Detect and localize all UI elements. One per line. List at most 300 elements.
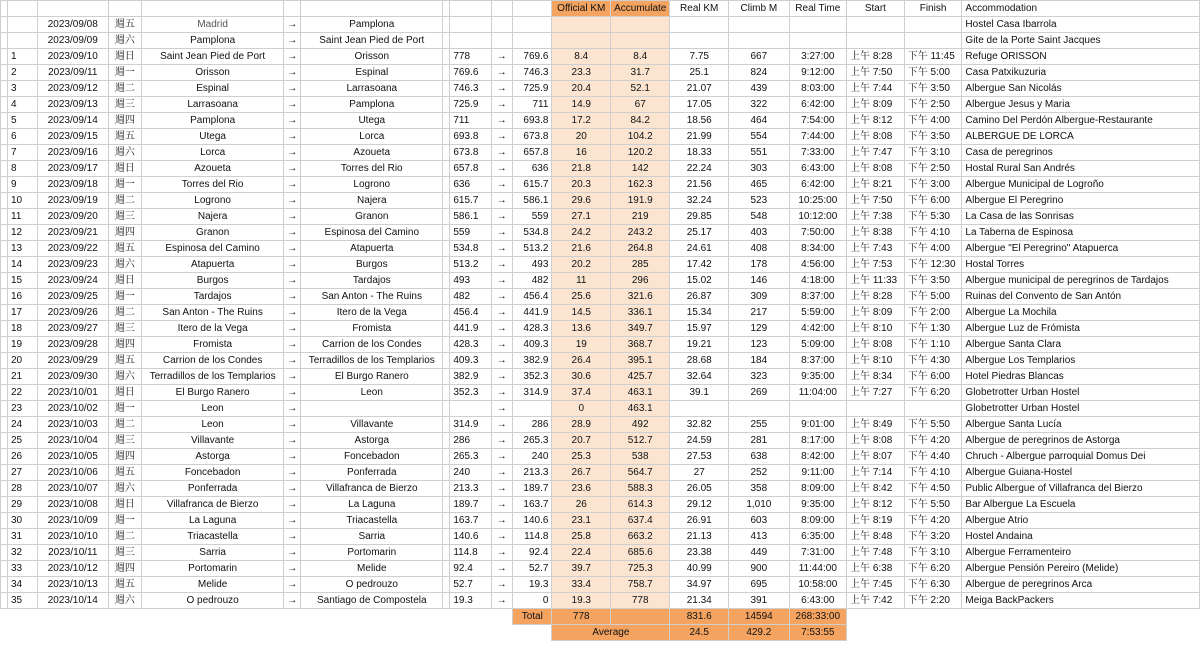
- real-km-cell[interactable]: [670, 33, 729, 49]
- km-to-cell[interactable]: 19.3: [513, 577, 552, 593]
- row-number[interactable]: 13: [8, 241, 38, 257]
- from-cell[interactable]: Madrid: [142, 17, 284, 33]
- from-cell[interactable]: Orisson: [142, 65, 284, 81]
- start-cell[interactable]: 上午 8:49: [847, 417, 905, 433]
- arrow-icon[interactable]: →: [491, 305, 513, 321]
- finish-cell[interactable]: 下午 3:00: [904, 177, 962, 193]
- row-number[interactable]: 28: [8, 481, 38, 497]
- real-time-cell[interactable]: 7:31:00: [789, 545, 846, 561]
- accumulate-cell[interactable]: 685.6: [611, 545, 670, 561]
- arrow-icon[interactable]: →: [491, 113, 513, 129]
- weekday-cell[interactable]: 週四: [108, 225, 141, 241]
- finish-cell[interactable]: [904, 33, 962, 49]
- km-from-cell[interactable]: 114.8: [450, 545, 491, 561]
- to-cell[interactable]: Najera: [301, 193, 443, 209]
- to-cell[interactable]: Foncebadon: [301, 449, 443, 465]
- climb-cell[interactable]: 252: [729, 465, 789, 481]
- climb-cell[interactable]: [729, 17, 789, 33]
- finish-cell[interactable]: 下午 6:00: [904, 193, 962, 209]
- row-number[interactable]: [8, 33, 38, 49]
- accommodation-cell[interactable]: Albergue Atrio: [962, 513, 1200, 529]
- real-km-cell[interactable]: 15.02: [670, 273, 729, 289]
- accommodation-cell[interactable]: Albergue Municipal de Logroño: [962, 177, 1200, 193]
- real-time-cell[interactable]: 9:12:00: [789, 65, 846, 81]
- arrow-icon[interactable]: →: [284, 513, 301, 529]
- accommodation-cell[interactable]: Albergue Guiana-Hostel: [962, 465, 1200, 481]
- finish-cell[interactable]: 下午 4:10: [904, 465, 962, 481]
- real-km-cell[interactable]: 15.97: [670, 321, 729, 337]
- arrow-icon[interactable]: →: [491, 257, 513, 273]
- accommodation-cell[interactable]: Albergue San Nicolás: [962, 81, 1200, 97]
- accommodation-cell[interactable]: Albergue de peregrinos Arca: [962, 577, 1200, 593]
- row-number[interactable]: 30: [8, 513, 38, 529]
- finish-cell[interactable]: 下午 6:30: [904, 577, 962, 593]
- real-km-cell[interactable]: 32.24: [670, 193, 729, 209]
- arrow-icon[interactable]: →: [491, 193, 513, 209]
- finish-cell[interactable]: 下午 3:50: [904, 273, 962, 289]
- accommodation-cell[interactable]: Camino Del Perdón Albergue-Restaurante: [962, 113, 1200, 129]
- arrow-icon[interactable]: →: [491, 321, 513, 337]
- to-cell[interactable]: Lorca: [301, 129, 443, 145]
- real-time-cell[interactable]: 6:42:00: [789, 97, 846, 113]
- arrow-icon[interactable]: →: [491, 561, 513, 577]
- from-cell[interactable]: La Laguna: [142, 513, 284, 529]
- real-time-cell[interactable]: 9:11:00: [789, 465, 846, 481]
- real-km-cell[interactable]: 19.21: [670, 337, 729, 353]
- km-from-cell[interactable]: 693.8: [450, 129, 491, 145]
- official-km-cell[interactable]: 20.2: [552, 257, 611, 273]
- weekday-cell[interactable]: 週日: [108, 497, 141, 513]
- arrow-icon[interactable]: →: [491, 353, 513, 369]
- arrow-icon[interactable]: →: [491, 593, 513, 609]
- row-number[interactable]: 7: [8, 145, 38, 161]
- km-to-cell[interactable]: 0: [513, 593, 552, 609]
- climb-cell[interactable]: 695: [729, 577, 789, 593]
- official-km-cell[interactable]: 21.8: [552, 161, 611, 177]
- accommodation-cell[interactable]: Albergue de peregrinos de Astorga: [962, 433, 1200, 449]
- date-cell[interactable]: 2023/10/08: [37, 497, 108, 513]
- km-from-cell[interactable]: [450, 17, 491, 33]
- real-time-cell[interactable]: 8:09:00: [789, 481, 846, 497]
- km-to-cell[interactable]: 725.9: [513, 81, 552, 97]
- start-cell[interactable]: 上午 8:10: [847, 353, 905, 369]
- arrow-icon[interactable]: →: [284, 257, 301, 273]
- arrow-icon[interactable]: →: [491, 129, 513, 145]
- arrow-icon[interactable]: →: [284, 529, 301, 545]
- from-cell[interactable]: Melide: [142, 577, 284, 593]
- km-from-cell[interactable]: 513.2: [450, 257, 491, 273]
- km-from-cell[interactable]: 189.7: [450, 497, 491, 513]
- date-cell[interactable]: 2023/09/27: [37, 321, 108, 337]
- total-real-time[interactable]: 268:33:00: [789, 609, 846, 625]
- date-cell[interactable]: 2023/09/30: [37, 369, 108, 385]
- date-cell[interactable]: 2023/09/16: [37, 145, 108, 161]
- accumulate-cell[interactable]: 243.2: [611, 225, 670, 241]
- finish-cell[interactable]: 下午 11:45: [904, 49, 962, 65]
- arrow-icon[interactable]: →: [284, 545, 301, 561]
- header-official-km[interactable]: Official KM: [552, 1, 611, 17]
- to-cell[interactable]: La Laguna: [301, 497, 443, 513]
- from-cell[interactable]: Espinal: [142, 81, 284, 97]
- date-cell[interactable]: 2023/10/09: [37, 513, 108, 529]
- to-cell[interactable]: Itero de la Vega: [301, 305, 443, 321]
- km-to-cell[interactable]: 615.7: [513, 177, 552, 193]
- row-number[interactable]: 17: [8, 305, 38, 321]
- climb-cell[interactable]: 146: [729, 273, 789, 289]
- accommodation-cell[interactable]: Ruinas del Convento de San Antón: [962, 289, 1200, 305]
- accommodation-cell[interactable]: Hostel Casa Ibarrola: [962, 17, 1200, 33]
- accommodation-cell[interactable]: Meiga BackPackers: [962, 593, 1200, 609]
- km-from-cell[interactable]: 778: [450, 49, 491, 65]
- accommodation-cell[interactable]: ALBERGUE DE LORCA: [962, 129, 1200, 145]
- accumulate-cell[interactable]: 758.7: [611, 577, 670, 593]
- date-cell[interactable]: 2023/10/12: [37, 561, 108, 577]
- climb-cell[interactable]: [729, 401, 789, 417]
- date-cell[interactable]: 2023/09/18: [37, 177, 108, 193]
- accumulate-cell[interactable]: 84.2: [611, 113, 670, 129]
- km-to-cell[interactable]: 382.9: [513, 353, 552, 369]
- km-to-cell[interactable]: 693.8: [513, 113, 552, 129]
- to-cell[interactable]: Santiago de Compostela: [301, 593, 443, 609]
- climb-cell[interactable]: 548: [729, 209, 789, 225]
- row-number[interactable]: [8, 17, 38, 33]
- date-cell[interactable]: 2023/10/13: [37, 577, 108, 593]
- weekday-cell[interactable]: 週一: [108, 513, 141, 529]
- weekday-cell[interactable]: 週四: [108, 113, 141, 129]
- date-cell[interactable]: 2023/10/06: [37, 465, 108, 481]
- km-to-cell[interactable]: 559: [513, 209, 552, 225]
- real-km-cell[interactable]: 25.17: [670, 225, 729, 241]
- real-km-cell[interactable]: 7.75: [670, 49, 729, 65]
- accumulate-cell[interactable]: 492: [611, 417, 670, 433]
- date-cell[interactable]: 2023/10/11: [37, 545, 108, 561]
- row-number[interactable]: 11: [8, 209, 38, 225]
- km-from-cell[interactable]: 746.3: [450, 81, 491, 97]
- start-cell[interactable]: 上午 8:08: [847, 433, 905, 449]
- km-from-cell[interactable]: 286: [450, 433, 491, 449]
- arrow-icon[interactable]: →: [284, 273, 301, 289]
- finish-cell[interactable]: 下午 2:20: [904, 593, 962, 609]
- accommodation-cell[interactable]: Globetrotter Urban Hostel: [962, 385, 1200, 401]
- real-km-cell[interactable]: 26.05: [670, 481, 729, 497]
- accumulate-cell[interactable]: 67: [611, 97, 670, 113]
- real-km-cell[interactable]: 15.34: [670, 305, 729, 321]
- accumulate-cell[interactable]: 725.3: [611, 561, 670, 577]
- official-km-cell[interactable]: 23.1: [552, 513, 611, 529]
- row-number[interactable]: 23: [8, 401, 38, 417]
- to-cell[interactable]: San Anton - The Ruins: [301, 289, 443, 305]
- real-time-cell[interactable]: 8:09:00: [789, 513, 846, 529]
- accommodation-cell[interactable]: Albergue Los Templarios: [962, 353, 1200, 369]
- start-cell[interactable]: 上午 8:08: [847, 129, 905, 145]
- from-cell[interactable]: Espinosa del Camino: [142, 241, 284, 257]
- row-number[interactable]: 1: [8, 49, 38, 65]
- km-from-cell[interactable]: 711: [450, 113, 491, 129]
- official-km-cell[interactable]: 19: [552, 337, 611, 353]
- km-to-cell[interactable]: 92.4: [513, 545, 552, 561]
- arrow-icon[interactable]: →: [491, 81, 513, 97]
- finish-cell[interactable]: 下午 6:20: [904, 561, 962, 577]
- accumulate-cell[interactable]: 142: [611, 161, 670, 177]
- arrow-icon[interactable]: →: [491, 273, 513, 289]
- weekday-cell[interactable]: 週六: [108, 481, 141, 497]
- arrow-icon[interactable]: →: [284, 593, 301, 609]
- real-km-cell[interactable]: 21.13: [670, 529, 729, 545]
- km-from-cell[interactable]: 534.8: [450, 241, 491, 257]
- real-time-cell[interactable]: 9:35:00: [789, 369, 846, 385]
- arrow-icon[interactable]: →: [491, 49, 513, 65]
- row-number[interactable]: 15: [8, 273, 38, 289]
- start-cell[interactable]: 上午 7:27: [847, 385, 905, 401]
- arrow-icon[interactable]: →: [284, 353, 301, 369]
- from-cell[interactable]: San Anton - The Ruins: [142, 305, 284, 321]
- official-km-cell[interactable]: 22.4: [552, 545, 611, 561]
- km-from-cell[interactable]: 586.1: [450, 209, 491, 225]
- official-km-cell[interactable]: 19.3: [552, 593, 611, 609]
- weekday-cell[interactable]: 週日: [108, 385, 141, 401]
- real-time-cell[interactable]: 5:59:00: [789, 305, 846, 321]
- from-cell[interactable]: Carrion de los Condes: [142, 353, 284, 369]
- date-cell[interactable]: 2023/09/09: [37, 33, 108, 49]
- weekday-cell[interactable]: 週一: [108, 177, 141, 193]
- arrow-icon[interactable]: →: [491, 465, 513, 481]
- climb-cell[interactable]: 129: [729, 321, 789, 337]
- real-time-cell[interactable]: 7:33:00: [789, 145, 846, 161]
- start-cell[interactable]: 上午 7:44: [847, 81, 905, 97]
- real-time-cell[interactable]: 9:01:00: [789, 417, 846, 433]
- accumulate-cell[interactable]: 538: [611, 449, 670, 465]
- finish-cell[interactable]: 下午 4:30: [904, 353, 962, 369]
- row-number[interactable]: 9: [8, 177, 38, 193]
- km-from-cell[interactable]: 456.4: [450, 305, 491, 321]
- real-km-cell[interactable]: 21.34: [670, 593, 729, 609]
- accommodation-cell[interactable]: Hostal Rural San Andrés: [962, 161, 1200, 177]
- row-number[interactable]: 33: [8, 561, 38, 577]
- accommodation-cell[interactable]: Casa Patxikuzuria: [962, 65, 1200, 81]
- arrow-icon[interactable]: →: [491, 433, 513, 449]
- finish-cell[interactable]: 下午 4:10: [904, 225, 962, 241]
- to-cell[interactable]: Torres del Rio: [301, 161, 443, 177]
- real-time-cell[interactable]: 7:50:00: [789, 225, 846, 241]
- km-from-cell[interactable]: 725.9: [450, 97, 491, 113]
- row-number[interactable]: 12: [8, 225, 38, 241]
- km-to-cell[interactable]: 441.9: [513, 305, 552, 321]
- accumulate-cell[interactable]: 162.3: [611, 177, 670, 193]
- real-km-cell[interactable]: 18.33: [670, 145, 729, 161]
- accommodation-cell[interactable]: La Taberna de Espinosa: [962, 225, 1200, 241]
- official-km-cell[interactable]: [552, 17, 611, 33]
- climb-cell[interactable]: 465: [729, 177, 789, 193]
- km-to-cell[interactable]: 586.1: [513, 193, 552, 209]
- real-km-cell[interactable]: 29.12: [670, 497, 729, 513]
- date-cell[interactable]: 2023/09/24: [37, 273, 108, 289]
- real-time-cell[interactable]: 10:12:00: [789, 209, 846, 225]
- accumulate-cell[interactable]: 120.2: [611, 145, 670, 161]
- km-to-cell[interactable]: 52.7: [513, 561, 552, 577]
- weekday-cell[interactable]: 週四: [108, 561, 141, 577]
- km-to-cell[interactable]: 482: [513, 273, 552, 289]
- header-finish[interactable]: Finish: [904, 1, 962, 17]
- total-official-km[interactable]: 778: [552, 609, 611, 625]
- km-from-cell[interactable]: 482: [450, 289, 491, 305]
- row-number[interactable]: 27: [8, 465, 38, 481]
- arrow-icon[interactable]: →: [284, 465, 301, 481]
- real-km-cell[interactable]: 40.99: [670, 561, 729, 577]
- from-cell[interactable]: Leon: [142, 401, 284, 417]
- accumulate-cell[interactable]: 336.1: [611, 305, 670, 321]
- arrow-icon[interactable]: →: [491, 369, 513, 385]
- official-km-cell[interactable]: 26.7: [552, 465, 611, 481]
- km-to-cell[interactable]: 456.4: [513, 289, 552, 305]
- weekday-cell[interactable]: 週日: [108, 161, 141, 177]
- to-cell[interactable]: Espinal: [301, 65, 443, 81]
- start-cell[interactable]: 上午 8:28: [847, 49, 905, 65]
- finish-cell[interactable]: 下午 2:50: [904, 97, 962, 113]
- weekday-cell[interactable]: 週六: [108, 593, 141, 609]
- arrow-icon[interactable]: →: [491, 417, 513, 433]
- from-cell[interactable]: Ponferrada: [142, 481, 284, 497]
- to-cell[interactable]: Melide: [301, 561, 443, 577]
- arrow-icon[interactable]: →: [491, 161, 513, 177]
- official-km-cell[interactable]: 26: [552, 497, 611, 513]
- real-time-cell[interactable]: 7:44:00: [789, 129, 846, 145]
- accommodation-cell[interactable]: Albergue La Mochila: [962, 305, 1200, 321]
- official-km-cell[interactable]: 26.4: [552, 353, 611, 369]
- km-from-cell[interactable]: 213.3: [450, 481, 491, 497]
- weekday-cell[interactable]: 週二: [108, 193, 141, 209]
- real-km-cell[interactable]: 25.1: [670, 65, 729, 81]
- finish-cell[interactable]: 下午 2:50: [904, 161, 962, 177]
- official-km-cell[interactable]: 11: [552, 273, 611, 289]
- real-km-cell[interactable]: 39.1: [670, 385, 729, 401]
- climb-cell[interactable]: 408: [729, 241, 789, 257]
- official-km-cell[interactable]: 14.9: [552, 97, 611, 113]
- arrow-icon[interactable]: →: [284, 577, 301, 593]
- accommodation-cell[interactable]: Albergue Ferramenteiro: [962, 545, 1200, 561]
- date-cell[interactable]: 2023/09/26: [37, 305, 108, 321]
- finish-cell[interactable]: 下午 5:50: [904, 417, 962, 433]
- arrow-icon[interactable]: →: [284, 417, 301, 433]
- official-km-cell[interactable]: 37.4: [552, 385, 611, 401]
- real-km-cell[interactable]: 23.38: [670, 545, 729, 561]
- date-cell[interactable]: 2023/10/14: [37, 593, 108, 609]
- date-cell[interactable]: 2023/09/29: [37, 353, 108, 369]
- real-km-cell[interactable]: 24.61: [670, 241, 729, 257]
- date-cell[interactable]: 2023/09/08: [37, 17, 108, 33]
- arrow-icon[interactable]: [491, 17, 513, 33]
- real-km-cell[interactable]: [670, 17, 729, 33]
- row-number[interactable]: 6: [8, 129, 38, 145]
- climb-cell[interactable]: 638: [729, 449, 789, 465]
- real-time-cell[interactable]: 8:42:00: [789, 449, 846, 465]
- start-cell[interactable]: 上午 11:33: [847, 273, 905, 289]
- to-cell[interactable]: Logrono: [301, 177, 443, 193]
- header-accommodation[interactable]: Accommodation: [962, 1, 1200, 17]
- accommodation-cell[interactable]: Public Albergue of Villafranca del Bierzo: [962, 481, 1200, 497]
- finish-cell[interactable]: 下午 3:10: [904, 145, 962, 161]
- weekday-cell[interactable]: 週二: [108, 305, 141, 321]
- arrow-icon[interactable]: →: [491, 449, 513, 465]
- real-time-cell[interactable]: 4:56:00: [789, 257, 846, 273]
- km-to-cell[interactable]: 352.3: [513, 369, 552, 385]
- km-to-cell[interactable]: 140.6: [513, 513, 552, 529]
- start-cell[interactable]: 上午 7:48: [847, 545, 905, 561]
- accommodation-cell[interactable]: Albergue Santa Clara: [962, 337, 1200, 353]
- climb-cell[interactable]: 554: [729, 129, 789, 145]
- climb-cell[interactable]: 1,010: [729, 497, 789, 513]
- arrow-icon[interactable]: →: [284, 209, 301, 225]
- real-time-cell[interactable]: 10:25:00: [789, 193, 846, 209]
- arrow-icon[interactable]: →: [284, 161, 301, 177]
- date-cell[interactable]: 2023/09/21: [37, 225, 108, 241]
- finish-cell[interactable]: 下午 1:10: [904, 337, 962, 353]
- arrow-icon[interactable]: →: [491, 481, 513, 497]
- to-cell[interactable]: Tardajos: [301, 273, 443, 289]
- from-cell[interactable]: El Burgo Ranero: [142, 385, 284, 401]
- arrow-icon[interactable]: →: [491, 177, 513, 193]
- header-accumulate[interactable]: Accumulate: [611, 1, 670, 17]
- date-cell[interactable]: 2023/09/10: [37, 49, 108, 65]
- weekday-cell[interactable]: 週三: [108, 545, 141, 561]
- row-number[interactable]: 22: [8, 385, 38, 401]
- date-cell[interactable]: 2023/10/03: [37, 417, 108, 433]
- date-cell[interactable]: 2023/09/14: [37, 113, 108, 129]
- from-cell[interactable]: Terradillos de los Templarios: [142, 369, 284, 385]
- weekday-cell[interactable]: 週二: [108, 81, 141, 97]
- official-km-cell[interactable]: 29.6: [552, 193, 611, 209]
- weekday-cell[interactable]: 週六: [108, 369, 141, 385]
- arrow-icon[interactable]: →: [284, 337, 301, 353]
- date-cell[interactable]: 2023/09/15: [37, 129, 108, 145]
- official-km-cell[interactable]: 21.6: [552, 241, 611, 257]
- from-cell[interactable]: Leon: [142, 417, 284, 433]
- km-to-cell[interactable]: 746.3: [513, 65, 552, 81]
- finish-cell[interactable]: [904, 401, 962, 417]
- climb-cell[interactable]: [729, 33, 789, 49]
- accommodation-cell[interactable]: Albergue Santa Lucía: [962, 417, 1200, 433]
- accommodation-cell[interactable]: Albergue "El Peregrino" Atapuerca: [962, 241, 1200, 257]
- km-from-cell[interactable]: 409.3: [450, 353, 491, 369]
- real-km-cell[interactable]: 17.42: [670, 257, 729, 273]
- official-km-cell[interactable]: [552, 33, 611, 49]
- official-km-cell[interactable]: 23.3: [552, 65, 611, 81]
- climb-cell[interactable]: 523: [729, 193, 789, 209]
- to-cell[interactable]: Triacastella: [301, 513, 443, 529]
- row-number[interactable]: 26: [8, 449, 38, 465]
- arrow-icon[interactable]: →: [284, 385, 301, 401]
- start-cell[interactable]: 上午 7:45: [847, 577, 905, 593]
- row-number[interactable]: 4: [8, 97, 38, 113]
- official-km-cell[interactable]: 20.4: [552, 81, 611, 97]
- finish-cell[interactable]: 下午 12:30: [904, 257, 962, 273]
- date-cell[interactable]: 2023/09/25: [37, 289, 108, 305]
- real-km-cell[interactable]: [670, 401, 729, 417]
- date-cell[interactable]: 2023/09/23: [37, 257, 108, 273]
- from-cell[interactable]: Tardajos: [142, 289, 284, 305]
- official-km-cell[interactable]: 14.5: [552, 305, 611, 321]
- km-from-cell[interactable]: 52.7: [450, 577, 491, 593]
- real-km-cell[interactable]: 27.53: [670, 449, 729, 465]
- weekday-cell[interactable]: 週六: [108, 145, 141, 161]
- start-cell[interactable]: 上午 8:12: [847, 497, 905, 513]
- accumulate-cell[interactable]: 31.7: [611, 65, 670, 81]
- real-time-cell[interactable]: 8:17:00: [789, 433, 846, 449]
- from-cell[interactable]: Astorga: [142, 449, 284, 465]
- climb-cell[interactable]: 900: [729, 561, 789, 577]
- date-cell[interactable]: 2023/10/10: [37, 529, 108, 545]
- to-cell[interactable]: Utega: [301, 113, 443, 129]
- date-cell[interactable]: 2023/09/28: [37, 337, 108, 353]
